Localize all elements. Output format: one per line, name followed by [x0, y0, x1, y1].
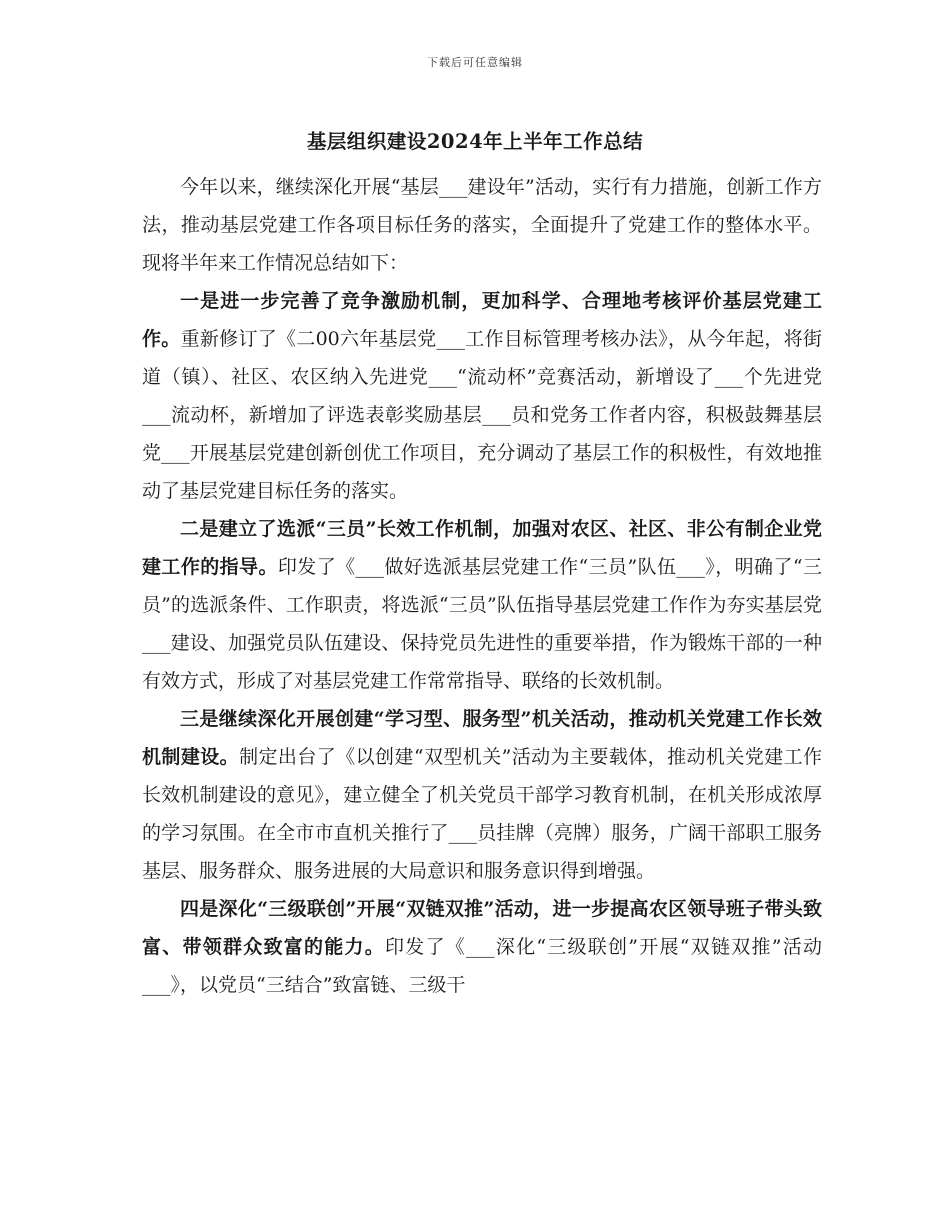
section-heading-1: 一是进一步完善了竞争激励机制，更加科学、合理地考核评价基层党建工作。	[142, 290, 822, 350]
section-paragraph-2	[142, 510, 822, 700]
header-note: 下载后可任意编辑	[427, 56, 523, 69]
section-heading-3: 三是继续深化开展创建“学习型、服务型”机关活动，推动机关党建工作长效机制建设。	[142, 708, 822, 768]
section-text-1: 重新修订了《二00六年基层党___工作目标管理考核办法》，从今年起，将街道（镇）、社区、农区纳入先进党___“流动杯”竞赛活动，新增设了___个先进党___流动杯，新增加了评选表彰奖励基层___员和党务工作者内容，积极鼓舞基层党___开展基层党建创新创优工作项目，充分调动了基层工作的积极性，有效地推动了基层党建目标任务的落实。	[142, 328, 822, 502]
section-text-3: 制定出台了《以创建“双型机关”活动为主要载体，推动机关党建工作长效机制建设的意见》，建立健全了机关党员干部学习教育机制，在机关形成浓厚的学习氛围。在全市市直机关推行了___员挂牌（亮牌）服务，广阔干部职工服务基层、服务群众、服务进展的大局意识和服务意识得到增强。	[142, 746, 822, 882]
section-heading-4: 四是深化“三级联创”开展“双链双推”活动，进一步提高农区领导班子带头致富、带领群众致富的能力。	[142, 898, 822, 958]
section-heading-2: 二是建立了选派“三员”长效工作机制，加强对农区、社区、非公有制企业党建工作的指导。	[142, 518, 822, 578]
document-title: 基层组织建设2024年上半年工作总结	[306, 130, 644, 153]
section-paragraph-1	[142, 282, 822, 510]
intro-paragraph: 今年以来，继续深化开展“基层___建设年”活动，实行有力措施，创新工作方法，推动基层党建工作各项目标任务的落实，全面提升了党建工作的整体水平。现将半年来工作情况总结如下：	[142, 176, 822, 274]
section-text-2: 印发了《___做好选派基层党建工作“三员”队伍___》，明确了“三员”的选派条件、工作职责，将选派“三员”队伍指导基层党建工作作为夯实基层党___建设、加强党员队伍建设、保持党员先进性的重要举措，作为锻炼干部的一种有效方式，形成了对基层党建工作常常指导、联络的长效机制。	[142, 556, 822, 692]
section-text-4: 印发了《___深化“三级联创”开展“双链双推”活动___》，以党员“三结合”致富链、三级干	[142, 936, 822, 996]
document-body	[142, 168, 822, 1004]
section-paragraph-3	[142, 700, 822, 890]
section-paragraph-4	[142, 890, 822, 1004]
